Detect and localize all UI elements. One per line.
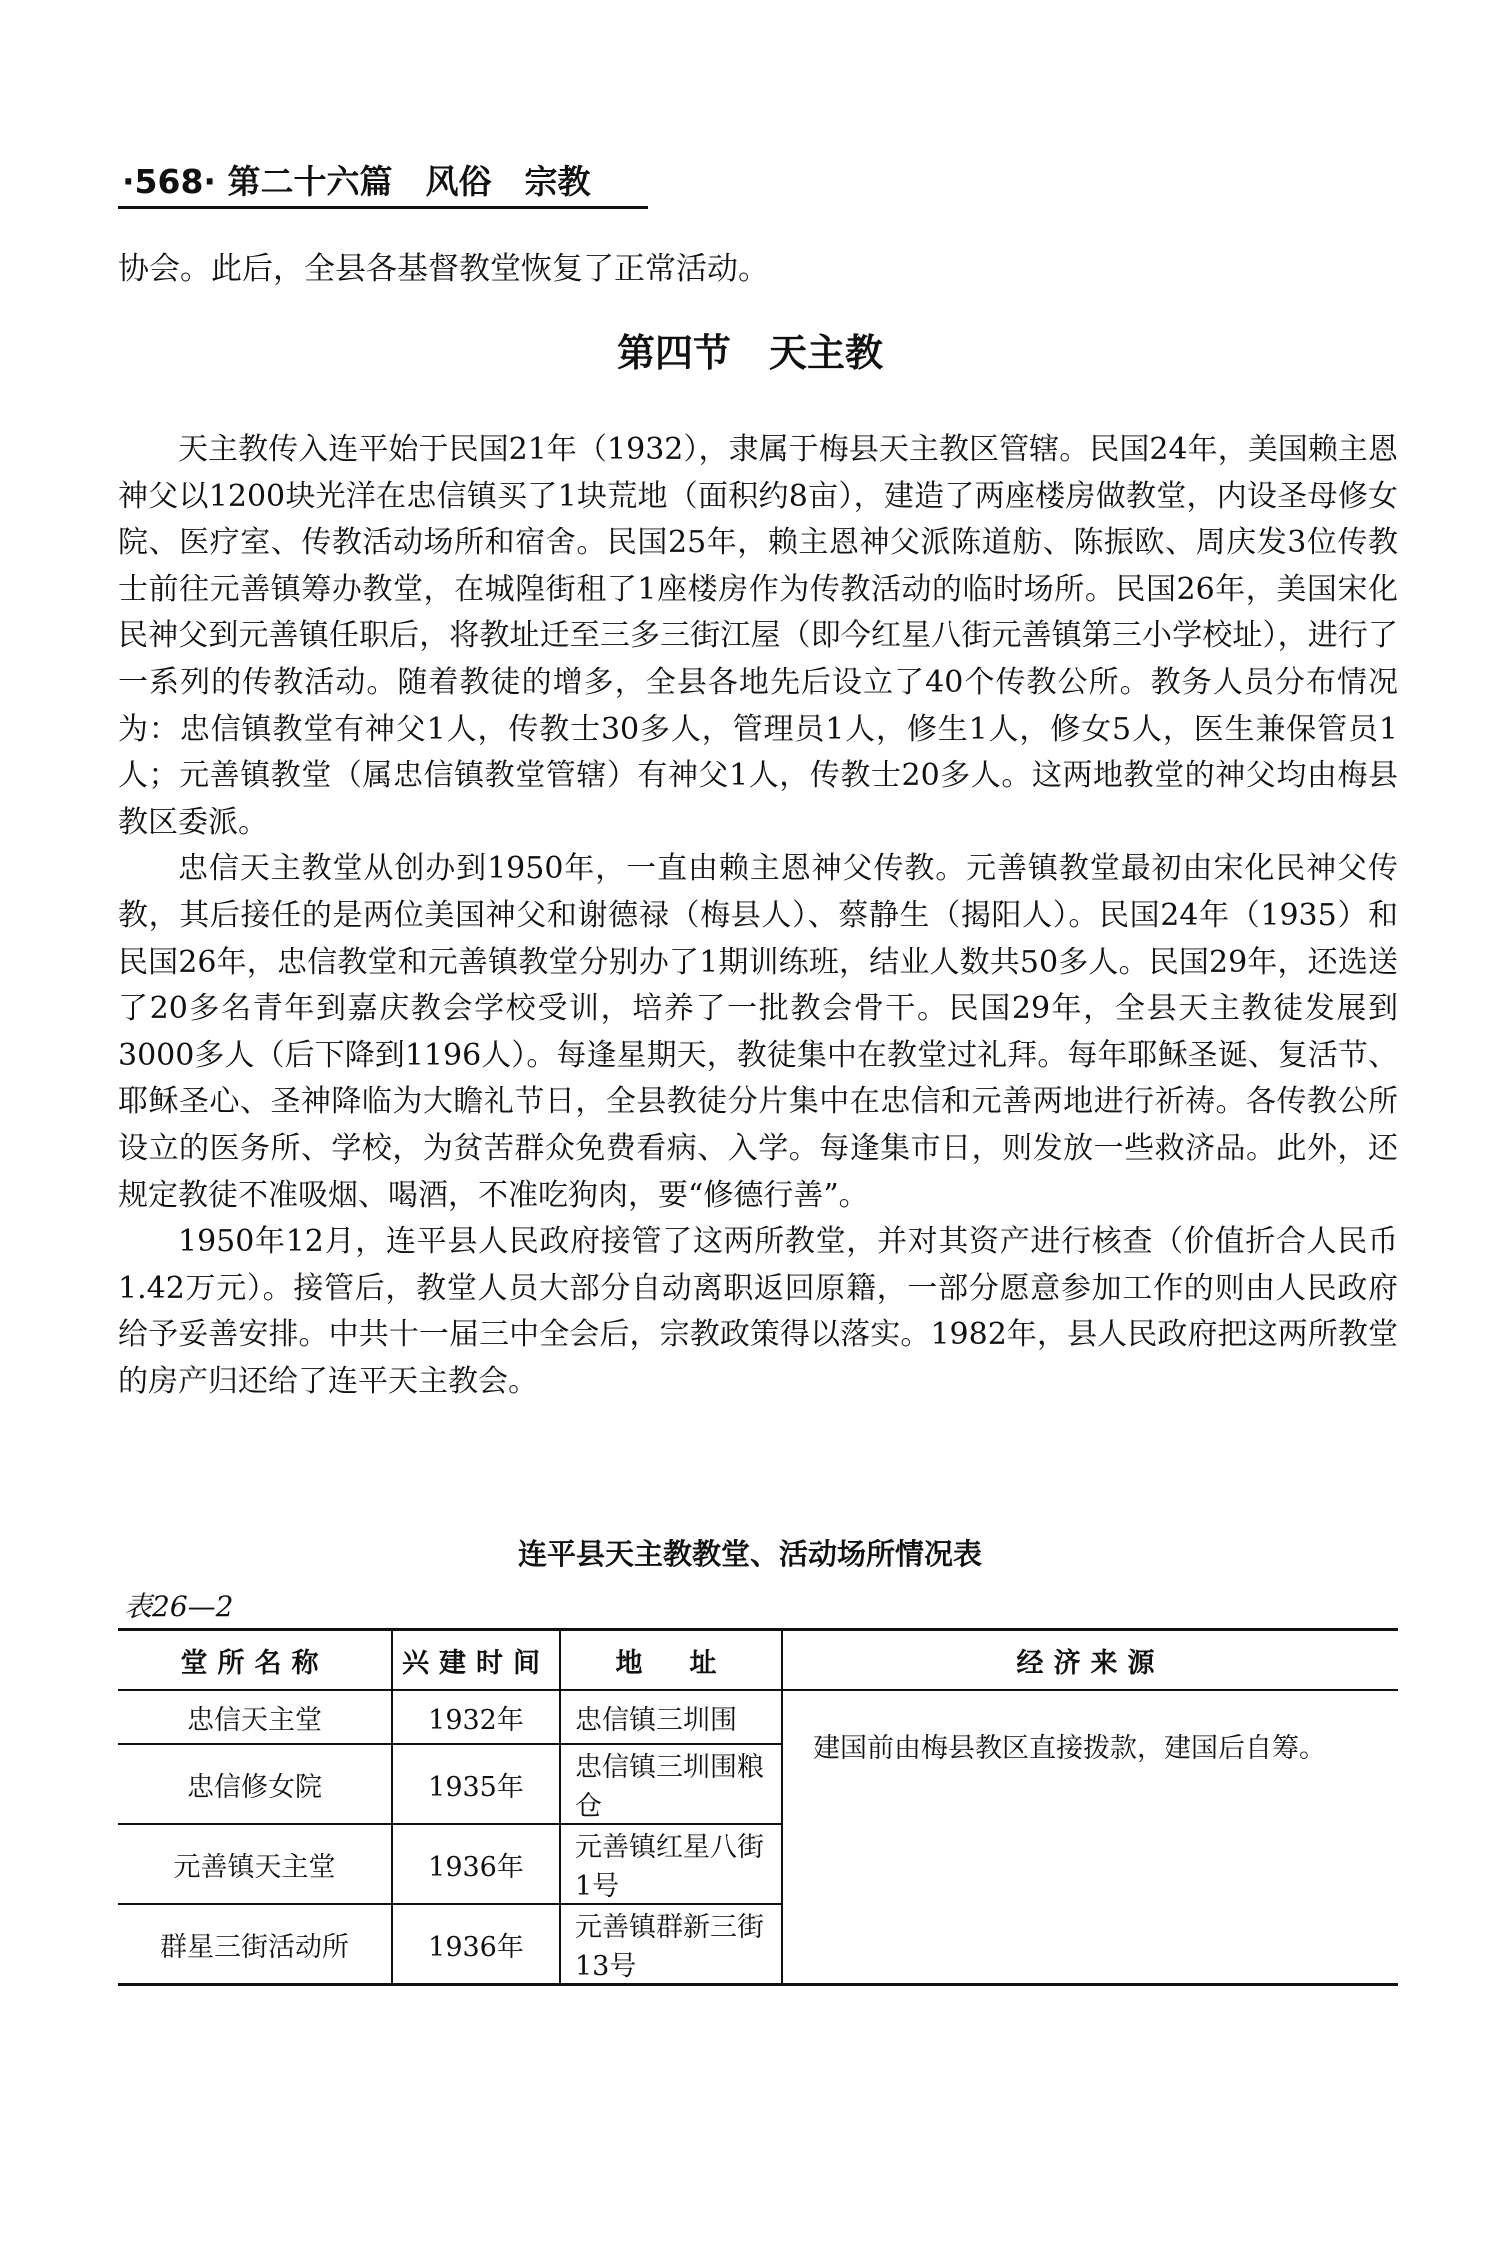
cell-name: 忠信修女院 xyxy=(118,1744,392,1824)
section-title: 第四节 天主教 xyxy=(616,331,883,375)
body-text xyxy=(118,427,1398,1405)
cell-year: 1936年 xyxy=(392,1824,560,1904)
cell-name: 忠信天主堂 xyxy=(118,1690,392,1744)
cell-name: 元善镇天主堂 xyxy=(118,1824,392,1904)
running-header: ·568· 第二十六篇 风俗 宗教 xyxy=(122,162,591,201)
table-number: 表26—2 xyxy=(124,1590,234,1623)
header-funding: 经济来源 xyxy=(782,1630,1398,1691)
cell-year: 1936年 xyxy=(392,1904,560,1985)
header-name: 堂所名称 xyxy=(118,1630,392,1691)
cell-name: 群星三街活动所 xyxy=(118,1904,392,1985)
churches-table xyxy=(118,1628,1398,1986)
paragraph-3: 1950年12月，连平县人民政府接管了这两所教堂，并对其资产进行核查（价值折合人民币1.42万元）。接管后，教堂人员大部分自动离职返回原籍，一部分愿意参加工作的则由人民政府给予妥善安排。中共十一届三中全会后，宗教政策得以落实。1982年，县人民政府把这两所教堂的房产归还给了连平天主教会。 xyxy=(118,1224,1398,1399)
header-year: 兴建时间 xyxy=(392,1630,560,1691)
cell-address: 元善镇红星八街1号 xyxy=(560,1824,782,1904)
cell-address: 忠信镇三圳围粮仓 xyxy=(560,1744,782,1824)
paragraph-1: 天主教传入连平始于民国21年（1932），隶属于梅县天主教区管辖。民国24年，美国赖主恩神父以1200块光洋在忠信镇买了1块荒地（面积约8亩），建造了两座楼房做教堂，内设圣母修女院、医疗室、传教活动场所和宿舍。民国25年，赖主恩神父派陈道舫、陈振欧、周庆发3位传教士前往元善镇筹办教堂，在城隍街租了1座楼房作为传教活动的临时场所。民国26年，美国宋化民神父到元善镇任职后，将教址迁至三多三街江屋（即今红星八街元善镇第三小学校址），进行了一系列的传教活动。随着教徒的增多，全县各地先后设立了40个传教公所。教务人员分布情况为：忠信镇教堂有神父1人，传教士30多人，管理员1人，修生1人，修女5人，医生兼保管员1人；元善镇教堂（属忠信镇教堂管辖）有神父1人，传教士20多人。这两地教堂的神父均由梅县教区委派。 xyxy=(118,432,1398,840)
cell-year: 1932年 xyxy=(392,1690,560,1744)
table-header-row xyxy=(118,1630,1398,1691)
paragraph-2: 忠信天主教堂从创办到1950年，一直由赖主恩神父传教。元善镇教堂最初由宋化民神父传教，其后接任的是两位美国神父和谢德禄（梅县人）、蔡静生（揭阳人）。民国24年（1935）和民国26年，忠信教堂和元善镇教堂分别办了1期训练班，结业人数共50多人。民国29年，还选送了20多名青年到嘉庆教会学校受训，培养了一批教会骨干。民国29年，全县天主教徒发展到3000多人（后下降到1196人）。每逢星期天，教徒集中在教堂过礼拜。每年耶稣圣诞、复活节、耶稣圣心、圣神降临为大瞻礼节日，全县教徒分片集中在忠信和元善两地进行祈祷。各传教公所设立的医务所、学校，为贫苦群众免费看病、入学。每逢集市日，则发放一些救济品。此外，还规定教徒不准吸烟、喝酒，不准吃狗肉，要“修德行善”。 xyxy=(118,851,1398,1213)
cell-funding: 建国前由梅县教区直接拨款，建国后自筹。 xyxy=(782,1690,1398,1985)
table-title: 连平县天主教教堂、活动场所情况表 xyxy=(517,1537,982,1571)
header-address: 地 址 xyxy=(560,1630,782,1691)
table-row xyxy=(118,1690,1398,1744)
cell-address: 忠信镇三圳围 xyxy=(560,1690,782,1744)
cell-year: 1935年 xyxy=(392,1744,560,1824)
carry-over-text: 协会。此后，全县各基督教堂恢复了正常活动。 xyxy=(118,251,769,287)
cell-address: 元善镇群新三街13号 xyxy=(560,1904,782,1985)
header-rule xyxy=(118,206,648,209)
